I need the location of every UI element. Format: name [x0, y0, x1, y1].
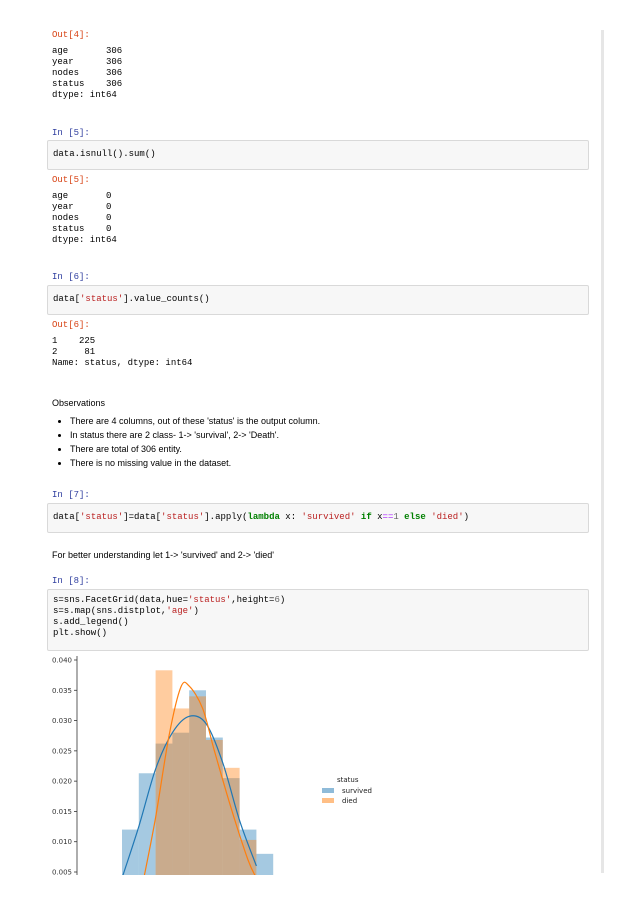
in6-code: data['status'].value_counts(): [53, 294, 210, 304]
note-text: For better understanding let 1-> 'survived' and 2-> 'died': [52, 550, 275, 560]
in7-code-cell[interactable]: [47, 503, 589, 533]
out5-output: age 0 year 0 nodes 0 status 0 dtype: int64: [52, 191, 117, 245]
histogram-bar-died: [156, 670, 173, 875]
legend-title: status: [337, 776, 359, 784]
observations-list: [52, 414, 320, 470]
in8-code-cell[interactable]: [47, 589, 589, 651]
legend: [322, 776, 372, 805]
in8-code-line-1: s=sns.FacetGrid(data,hue='status',height=6): [53, 595, 286, 605]
out5-label: Out[5]:: [52, 175, 90, 185]
y-tick-label: 0.020: [51, 777, 72, 786]
histogram-bar-died: [206, 740, 223, 875]
legend-swatch-survived: [322, 788, 334, 793]
y-tick-label: 0.005: [51, 868, 72, 875]
in6-code-cell[interactable]: [47, 285, 589, 315]
observation-item: • There are 4 columns, out of these 'status' is the output column.: [70, 414, 320, 428]
legend-label-survived: survived: [342, 787, 372, 795]
histogram-bars: [122, 670, 273, 875]
in8-code-line-3: s.add_legend(): [53, 617, 129, 627]
out4-label: Out[4]:: [52, 30, 90, 40]
in8-code-line-2: s=s.map(sns.distplot,'age'): [53, 606, 199, 616]
age-distribution-chart: [0, 650, 600, 875]
in7-label: In [7]:: [52, 490, 90, 500]
in8-label: In [8]:: [52, 576, 90, 586]
y-tick-label: 0.015: [51, 807, 72, 816]
y-tick-label: 0.030: [51, 717, 72, 726]
out6-output: 1 225 2 81 Name: status, dtype: int64: [52, 336, 193, 368]
observations-heading: Observations: [52, 398, 106, 408]
page-edge: [601, 30, 604, 873]
in5-code: data.isnull().sum(): [53, 149, 156, 159]
legend-label-died: died: [342, 797, 358, 805]
in8-code-line-4: plt.show(): [53, 628, 108, 638]
histogram-bar-survived: [256, 854, 273, 875]
observation-item: • In status there are 2 class- 1-> 'survival', 2-> 'Death'.: [70, 428, 320, 442]
legend-swatch-died: [322, 798, 334, 803]
histogram-bar-died: [223, 768, 240, 875]
y-tick-label: 0.040: [51, 656, 72, 665]
histogram-bar-died: [172, 708, 189, 875]
y-axis: [52, 656, 77, 875]
in5-label: In [5]:: [52, 128, 90, 138]
y-tick-label: 0.010: [51, 838, 72, 847]
out4-output: age 306 year 306 nodes 306 status 306 dtype: int64: [52, 46, 123, 100]
observation-item: • There is no missing value in the dataset.: [70, 456, 320, 470]
in7-code: data['status']=data['status'].apply(lambda x: 'survived' if x==1 else 'died'): [53, 512, 469, 522]
y-tick-label: 0.035: [51, 686, 72, 695]
in6-label: In [6]:: [52, 272, 90, 282]
in5-code-cell[interactable]: [47, 140, 589, 170]
histogram-bar-died: [189, 696, 206, 875]
observation-item: • There are total of 306 entity.: [70, 442, 320, 456]
out6-label: Out[6]:: [52, 320, 90, 330]
y-tick-label: 0.025: [51, 747, 72, 756]
